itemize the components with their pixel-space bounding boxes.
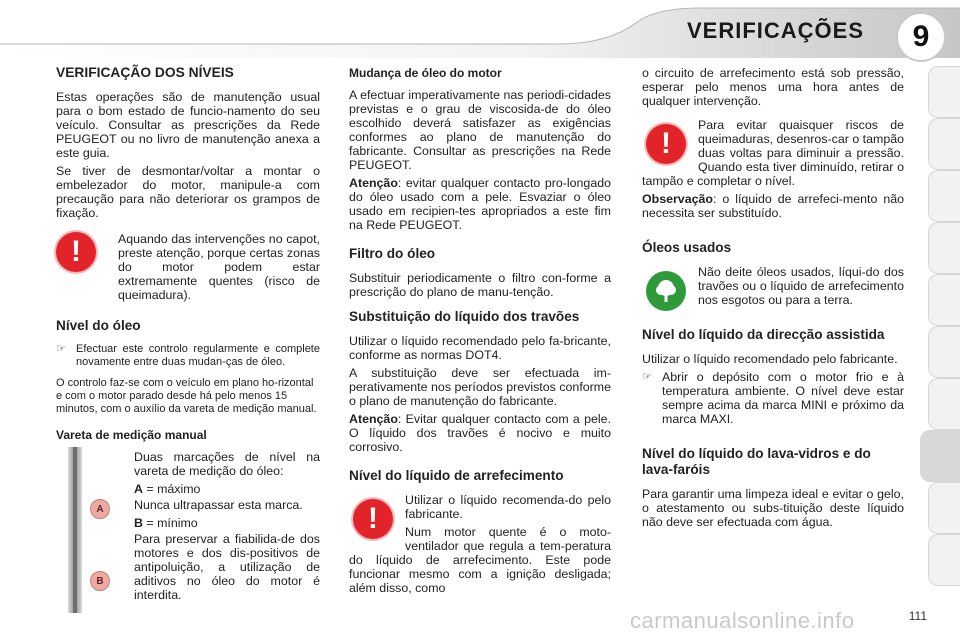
engine-cover-paragraph: Se tiver de desmontar/voltar a montar o embelezador do motor, manipule-a com precaução para não deteriorar os grampos de fixação. (56, 164, 320, 220)
oil-filter-title: Filtro do óleo (349, 246, 436, 261)
mark-a-key: A (134, 482, 143, 496)
finger-pointer-icon: ☞ (56, 343, 66, 355)
never-exceed-paragraph: Nunca ultrapassar esta marca. (134, 498, 303, 512)
chapter-tab-4[interactable] (928, 222, 960, 274)
brake-fluid-title: Substituição do líquido dos travões (349, 309, 580, 324)
coolant-cap-warning (642, 118, 904, 188)
finger-pointer-icon: ☞ (642, 371, 652, 383)
used-oils-paragraph: Não deite óleos usados, líqui-do dos travões ou o líquido de arrefecimento nos esgotos ou para a terra. (698, 265, 904, 307)
attention-label: Atenção (349, 176, 398, 190)
oil-change-title: Mudança de óleo do motor (349, 66, 502, 80)
attention-text: : Evitar qualquer contacto com a pele. O líquido dos travões é nocivo e muito corrosivo. (349, 412, 611, 454)
observation-label: Observação (642, 192, 713, 206)
power-steering-bullet (642, 370, 904, 430)
chapter-title: VERIFICAÇÕES (686, 18, 864, 43)
oil-filter-paragraph: Substituir periodicamente o filtro con-forme a prescrição do plano de manu-tenção. (349, 271, 611, 299)
oil-level-bullet-text: Efectuar este controlo regularmente e complete novamente entre duas mudan-ças de óleo. (76, 343, 320, 368)
used-oils-title: Óleos usados (642, 240, 732, 255)
mark-b-value: = mínimo (142, 516, 198, 530)
dipstick-mark-a: A (90, 499, 110, 519)
additives-paragraph: Para preservar a fiabilida-de dos motores e dos dis-positivos de antipoluição, a utilização de aditivos no óleo do motor é interdita. (134, 532, 320, 602)
dipstick-drawing (56, 447, 124, 613)
power-steering-paragraph: Utilizar o líquido recomendado pelo fabricante. (642, 352, 898, 366)
dipstick-title: Vareta de medição manual (56, 428, 207, 442)
chapter-tab-7[interactable] (928, 378, 960, 430)
warning-exclamation-icon: ! (353, 499, 393, 539)
coolant-observation (642, 192, 904, 220)
oil-change-paragraph: A efectuar imperativamente nas periodi-cidades previstas e o grau de viscosida-de do óleo escolhido deverá satisfazer as exigências conformes ao plano de manutenção do fabricante. Consultar as prescrições na Rede PEUGEOT. (349, 88, 611, 172)
chapter-tab-10[interactable] (928, 482, 960, 534)
used-oils-block (642, 265, 904, 307)
chapter-tab-3[interactable] (928, 170, 960, 222)
chapter-tab-6[interactable] (928, 326, 960, 378)
warning-hot-engine (56, 232, 320, 306)
oil-check-paragraph: O controlo faz-se com o veículo em plano ho-rizontal e com o motor parado desde há pelo menos 15 minutos, com o auxílio da vareta de medição manual. (56, 377, 317, 415)
tree-environment-icon (646, 271, 686, 311)
dipstick-illustration (56, 447, 124, 613)
coolant-level-title: Nível do líquido de arrefecimento (349, 468, 564, 483)
section-title-level-checks: VERIFICAÇÃO DOS NÍVEIS (56, 65, 234, 80)
chapter-number-badge: 9 (896, 12, 946, 62)
brake-fluid-paragraph-1: Utilizar o líquido recomendado pelo fa-bricante, conforme as normas DOT4. (349, 334, 611, 362)
washer-fluid-title: Nível do líquido do lava-vidros e do lava-faróis (642, 446, 871, 477)
mark-a-line (134, 482, 320, 496)
oil-level-title: Nível do óleo (56, 318, 141, 333)
mark-b-key: B (134, 516, 143, 530)
chapter-tab-11[interactable] (928, 534, 960, 586)
coolant-cap-warning-text: Para evitar quaisquer riscos de queimaduras, desenros-car o tampão duas voltas para diminuir a pressão. Quando esta tiver diminuído, retirar o tampão e completar o nível. (642, 118, 904, 188)
coolant-continued-paragraph: o circuito de arrefecimento está sob pressão, esperar pelo menos uma hora antes de qualquer intervenção. (642, 66, 904, 108)
attention-text: : evitar qualquer contacto pro-longado do óleo usado com a pele. Esvaziar o óleo usado em recipien-tes apropriados a este fim na Rede PEUGEOT. (349, 176, 611, 232)
coolant-paragraph-2: Num motor quente é o moto-ventilador que regula a tem-peratura do líquido de arrefecimento. Este pode funcionar mesmo com a ignição desligada; além disso, como (349, 525, 611, 595)
mark-b-line (134, 516, 320, 530)
warning-hot-engine-text: Aquando das intervenções no capot, preste atenção, porque certas zonas do motor podem estar extremamente quentes (risco de queimadura). (118, 232, 320, 302)
observation-text: : o líquido de arrefeci-mento não necessita ser substituído. (642, 192, 904, 220)
dipstick-text-block (134, 450, 320, 602)
chapter-tab-2[interactable] (928, 118, 960, 170)
coolant-paragraph-1: Utilizar o líquido recomenda-do pelo fabricante. (405, 493, 611, 521)
dipstick-mark-b: B (90, 571, 110, 591)
warning-exclamation-icon: ! (646, 124, 686, 164)
chapter-tab-1[interactable] (928, 66, 960, 118)
intro-paragraph: Estas operações são de manutenção usual para o bom estado de funcio-namento do seu veículo. Consultar as prescrições da Rede PEUGEOT ou no livro de manutenção anexa a este guia. (56, 90, 320, 160)
dipstick-marks-paragraph: Duas marcações de nível na vareta de medição do óleo: (134, 450, 320, 478)
mark-a-value: = máximo (142, 482, 201, 496)
column-middle (349, 66, 611, 599)
column-right (642, 66, 904, 533)
coolant-block (349, 493, 611, 595)
power-steering-bullet-text: Abrir o depósito com o motor frio e à temperatura ambiente. O nível deve estar sempre acima da marca MINI e próximo da marca MAXI. (662, 370, 904, 426)
oil-change-attention (349, 176, 611, 232)
washer-fluid-paragraph: Para garantir uma limpeza ideal e evitar o gelo, o atestamento ou subs-tituição deste líquido não deve ser efectuada com água. (642, 487, 904, 529)
brake-fluid-paragraph-2: A substituição deve ser efectuada im-perativamente nos períodos previstos conforme o plano de manutenção do fabricante. (349, 366, 611, 408)
brake-fluid-attention (349, 412, 611, 454)
warning-exclamation-icon: ! (56, 232, 96, 272)
page-number: 111 (908, 609, 927, 623)
attention-label: Atenção (349, 412, 398, 426)
chapter-tab-5[interactable] (928, 274, 960, 326)
chapter-tab-9-active[interactable] (920, 430, 960, 482)
power-steering-title: Nível do líquido da direcção assistida (642, 327, 885, 342)
oil-level-bullet (56, 343, 320, 373)
watermark: carmanualsonline.info (630, 608, 855, 633)
